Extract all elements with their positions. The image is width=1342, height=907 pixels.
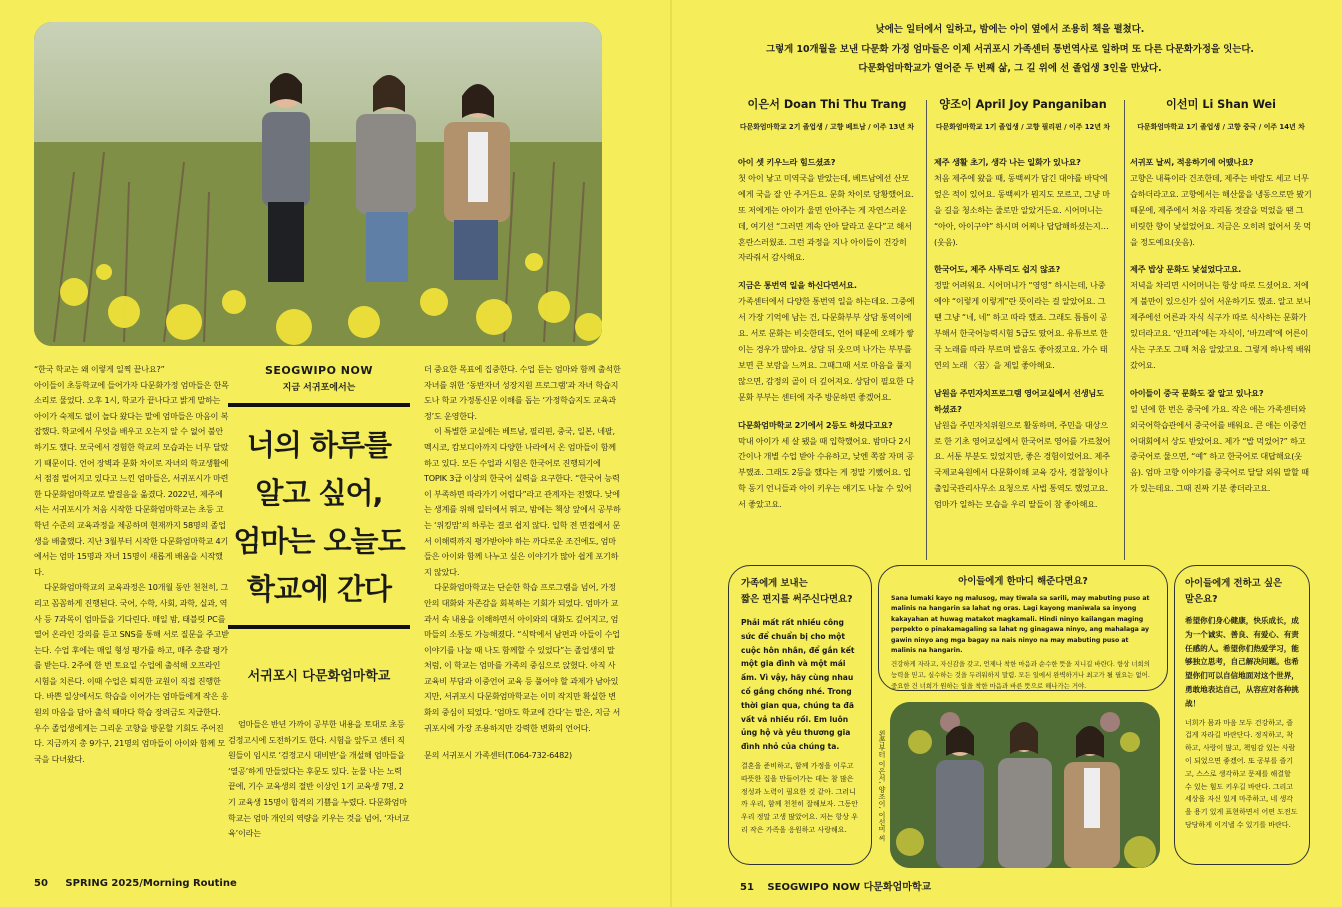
- contact-info: 문의 서귀포시 가족센터(T.064-732-6482): [424, 750, 572, 761]
- qa-list: [934, 155, 1112, 513]
- box-title: 말은요?: [1185, 594, 1218, 605]
- question: 다문화엄마학교 2기에서 2등도 하셨다고요?: [738, 419, 893, 430]
- paragraph: 엄마들은 반년 가까이 공부한 내용을 토대로 초등 검정고시에 도전하기도 한다. 시험을 앞두고 센터 직원들이 임시로 ‘검정고시 대비반’을 개설해 엄마들을 ‘열공’하게 만들었다는 후문도 있다. 눈물 나는 노력 끝에, 기수 교육생의 절반 이상인 1기 교육생 7명, 2기 교육생 15명이 합격의 기쁨을 누렸다. 다문화엄마학교는 엄마 개인의 역량을 키우는 것을 넘어, ‘자녀교육’이라는: [228, 719, 410, 839]
- folio-text: SPRING 2025/Morning Routine: [65, 878, 237, 889]
- graduates-photo: [890, 702, 1160, 868]
- box-korean-text: 결혼을 준비하고, 함께 가정을 이루고 따뜻한 집을 만들어가는 데는 참 많은 정성과 노력이 필요한 것 같아. 그러니까 우리, 함께 천천히 잘해보자. 그동안 우리 정말 고생 많았어요. 저는 항상 우리 작은 가족을 응원하고 사랑해요.: [741, 761, 859, 834]
- person-name: 이은서 Doan Thi Thu Trang: [747, 98, 907, 111]
- column-divider: [1124, 100, 1125, 560]
- section-subtitle: 지금 서귀포에서는: [282, 383, 356, 393]
- letter-box-2: [878, 565, 1168, 691]
- paragraph: 더 중요한 목표에 집중한다. 수업 듣는 엄마와 함께 출석한 자녀를 위한 ‘동반자녀 성장지원 프로그램’과 자녀 학습지도나 학교 가정통신문 이해를 돕는 ‘가정학습지도 교육과정’도 운영한다.: [424, 364, 621, 421]
- interview-column-1: [738, 96, 916, 525]
- person-meta: 다문화엄마학교 1기 졸업생 / 고향 필리핀 / 이주 12년 차: [935, 123, 1111, 131]
- qa-list: [738, 155, 916, 513]
- answer: 첫 아이 낳고 미역국을 받았는데, 베트남에선 산모에게 국을 잘 안 주거든요. 문화 차이로 당황했어요. 또 저에게는 아이가 울면 안아주는 게 자연스러운데, 여기선 “그러면 계속 안아 달라고 운다”고 해서 혼란스러웠죠. 그런 과정을 지나 아이들이 건강히 자라줘서 감사해요.: [738, 172, 914, 263]
- person-meta: 다문화엄마학교 2기 졸업생 / 고향 베트남 / 이주 13년 차: [739, 123, 915, 131]
- box-korean-text: 너희가 몸과 마음 모두 건강하고, 즐겁게 자라길 바란단다. 정직하고, 착하고, 사랑이 많고, 책임감 있는 사람이 되었으면 좋겠어. 또 공부를 즐기고, 스스로 생각하고 문제를 해결할 수 있는 힘도 키우길 바란다. 그리고 세상을 자신 있게 마주하고, 네 생각을 용기 있게 표현하면서 어떤 도전도 당당하게 이겨낼 수 있기를 바란다.: [1185, 718, 1298, 829]
- answer: 일 년에 한 번은 중국에 가요. 작은 애는 가족센터와 외국어학습관에서 중국어를 배워요. 큰 애는 이중언어대회에서 상도 받았어요. 제가 “밥 먹었어?” 하고 중국어로 물으면, “예” 하고 한국어로 대답해요(웃음). 엄마 고향 이야기를 중국어로 달달 외워 말할 때가 있는데요. 그때 진짜 기분 좋더라고요.: [1130, 403, 1309, 494]
- interview-column-3: [1130, 96, 1312, 509]
- answer: 막내 아이가 세 살 됐을 때 입학했어요. 밤마다 2시간이나 개별 수업 받아 수유하고, 낮엔 쪽잠 자며 공부했죠. 그래도 2등을 했다는 게 정말 기뻤어요. 입학 동기 언니들과 아이 키우는 얘기도 나눌 수 있어서 좋았고요.: [738, 435, 914, 510]
- school-name: 서귀포시 다문화엄마학교: [247, 669, 391, 684]
- answer: 처음 제주에 왔을 때, 동백씨가 담긴 대야를 바닥에 엎은 적이 있어요. 동백씨가 뭔지도 모르고, 그냥 마을 길을 청소하는 줄로만 알았거든요. 시어머니는 “아아, 아이구야” 하시며 어찌나 답답해하셨는지…(웃음).: [934, 172, 1110, 247]
- box-title: 아이들에게 한마디 해준다면요?: [958, 576, 1088, 587]
- paragraph: 이 특별한 교실에는 베트남, 필리핀, 중국, 일본, 네팔, 멕시코, 캄보디아까지 다양한 나라에서 온 엄마들이 함께하고 있다. 모든 수업과 시험은 한국어로 진행되기에 TOPIK 3급 이상의 한국어 실력을 요구한다. “한국어 능력이 부족하면 따라가기 어렵다”라고 관계자는 전했다. 낮에는 생계를 위해 일터에서 뛰고, 밤에는 책상 앞에서 공부하는 ‘위킹맘’의 하루는 결코 쉽지 않다. 입학 전 면접에서 문서 이해력까지 평가받아야 하는 까다로운 조건에도, 엄마들은 아이와 함께 나누고 싶은 이야기가 많아 쉽게 포기하지 않았다.: [424, 426, 621, 577]
- headline-line: 학교에 간다: [246, 572, 392, 606]
- question: 제주 밥상 문화도 낯설었다고요.: [1130, 264, 1242, 275]
- paragraph: 다문화엄마학교의 교육과정은 10개월 동안 천천히, 그리고 꼼꼼하게 진행된다. 국어, 수학, 사회, 과학, 실과, 역사 등 7과목이 엄마들을 기다린다. 매일 밤, 태블릿 PC를 열어 온라인 강의를 듣고 SNS를 통해 서로 질문을 주고받는다. 수업 후에는 매일 형성 평가를 하고, 매주 총괄 평가를 받는다. 2주에 한 번 토요일 수업에 출석해 오프라인 시험을 치른다. 이때 수업은 퇴직한 교원이 직접 진행한다. 바쁜 일상에서도 학습을 이어가는 엄마들에게 작은 응원의 마음을 담아 출석 때마다 학습 장려금도 지급한다. 우수 졸업생에게는 그리운 고향을 방문할 기회도 주어진다. 지금까지 총 9가구, 21명의 엄마들이 아이와 함께 모국을 다녀왔다.: [34, 582, 229, 764]
- question: 한국어도, 제주 사투리도 쉽지 않죠?: [934, 264, 1060, 275]
- opening-quote: “한국 학교는 왜 이렇게 일찍 끝나요?”: [34, 364, 165, 374]
- question: 제주 생활 초기, 생각 나는 일화가 있나요?: [934, 157, 1081, 167]
- section-kicker: SEOGWIPO NOW: [265, 364, 373, 377]
- hero-photo: [34, 22, 602, 346]
- question: 서귀포 날씨, 적응하기에 어땠나요?: [1130, 157, 1254, 167]
- box-title: 아이들에게 전하고 싶은: [1185, 578, 1283, 589]
- letter-box-1: [728, 565, 872, 865]
- question: 남원읍 주민자치프로그램 영어교실에서 선생님도 하셨죠?: [934, 387, 1104, 414]
- headline-line: 너의 하루를: [246, 428, 392, 462]
- question: 아이 셋 키우느라 힘드셨죠?: [738, 157, 836, 167]
- box-foreign-text: Phải mất rất nhiều công sức để chuẩn bị cho một cuộc hôn nhân, để gắn kết một gia đình và một mái ấm. Vì vậy, hãy cùng nhau cố gắng chồng nhé. Trong thời gian qua, chúng ta đã vất vả nhiều rồi. Em luôn ủng hộ và yêu thương gia đình nhỏ của chúng ta.: [741, 618, 855, 752]
- page-number: 50: [34, 878, 48, 889]
- headline-line: 엄마는 오늘도: [233, 524, 405, 558]
- photo-caption: 왼쪽부터 이은서, 양조이, 이선미 씨: [878, 730, 886, 842]
- answer: 정말 어려워요. 시어머니가 “영영” 하시는데, 나중에야 “이렇게 이렇게”란 뜻이라는 걸 알았어요. 그땐 그냥 “네, 네” 하고 따라 했죠. 그래도 틈틈이 공부해서 한국어능력시험 5급도 땄어요. 유튜브로 한국 노래를 따라 부르며 발음도 좋아졌고요. 가수 태연의 노래 〈꿈〉을 제일 좋아해요.: [934, 280, 1108, 370]
- box-korean-text: 건강하게 자라고, 자신감을 갖고, 언제나 착한 마음과 순수한 뜻을 지니길 바란다. 항상 너희의 능력을 믿고, 실수하는 것을 두려워하지 말렴. 모든 일에서 완벽하거나 최고가 될 필요는 없어. 중요한 건 너희가 원하는 일을 착한 마음과 바른 뜻으로 해나가는 거야.: [891, 660, 1150, 691]
- person-name: 양조이 April Joy Panganiban: [939, 98, 1107, 111]
- headline: [228, 421, 410, 613]
- box-title: 가족에게 보내는: [741, 578, 808, 589]
- folio-left: [34, 878, 237, 889]
- intro-line: 낮에는 일터에서 일하고, 밤에는 아이 옆에서 조용히 책을 펼쳤다.: [875, 24, 1145, 35]
- divider: [228, 625, 410, 629]
- page-fold: [670, 0, 672, 907]
- box-foreign-text: Sana lumaki kayo ng malusog, may tiwala sa sarili, may mabuting puso at malinis na hangarin sa lahat ng oras. Lagi kayong maniwala sa inyong kakayahan at huwag matakot magkamali. Hindi ninyo kailangan maging perpekto o pinakamagaling sa lahat ng ginagawa ninyo, ang mahalaga ay gawin ninyo ang mga bagay na nais ninyo na may mabuting puso at malinis na hangarin.: [891, 595, 1150, 655]
- section-title-block: [228, 360, 410, 684]
- letter-box-3: [1174, 565, 1310, 865]
- intro-text: [700, 20, 1320, 79]
- answer: 남원읍 주민자치위원으로 활동하며, 주민을 대상으로 한 기초 영어교실에서 한국어로 영어를 가르쳤어요. 서툰 부분도 있었지만, 좋은 경험이었어요. 제주국제교육원에서 다문화이해 교육 강사, 경찰청이나 출입국관리사무소 요청으로 사법 통역도 했었고요. 엄마가 일하는 모습을 우리 딸들이 참 좋아해요.: [934, 419, 1111, 510]
- interview-column-2: [934, 96, 1112, 525]
- intro-line: 다문화엄마학교가 열어준 두 번째 삶, 그 길 위에 선 졸업생 3인을 만났다.: [858, 63, 1162, 74]
- folio-text: SEOGWIPO NOW 다문화엄마학교: [767, 882, 932, 893]
- paragraph: 아이들이 초등학교에 들어가자 다문화가정 엄마들은 한목소리로 물었다. 오후 1시, 학교가 끝나다고 밝게 말하는 아이가 숙제도 없이 놀다 왔다는 말에 엄마들은 마음이 복잡했다. 학교에서 무엇을 배우고 오는지 알 수 없어 불안하기도 했다. 모국에서 경험한 학교의 모습과는 너무 달랐기 때문이다. 언어 장벽과 문화 차이로 자녀의 학교생활에 서 점점 멀어지고 있다고 느낀 엄마들은, 서귀포시가 마련한 다문화엄마학교로 발걸음을 옮겼다. 2022년, 제주에서는 서귀포시가 처음 시작한 다문화엄마학교는 초등 고학년 수준의 교육과정을 제공하며 현재까지 58명의 졸업생을 배출했다. 지난 3월부터 시작한 다문화엄마학교 4기에서는 엄마 15명과 자녀 15명이 새롭게 배움을 시작했다.: [34, 379, 229, 577]
- article-column-3: [424, 362, 622, 764]
- box-title: 짧은 편지를 써주신다면요?: [741, 594, 853, 605]
- question: 아이들이 중국 문화도 잘 알고 있나요?: [1130, 387, 1264, 398]
- question: 지금은 통번역 일을 하신다면서요.: [738, 280, 857, 291]
- paragraph: 다문화엄마학교는 단순한 학습 프로그램을 넘어, 가정 안의 대화와 자존감을 회복하는 기회가 되었다. 엄마가 교과서 속 내용을 이해하면서 아이와의 대화도 깊어지고, 엄마들의 소통도 가능해졌다. “식탁에서 남편과 아들이 수업 이야기를 나눌 때 나도 함께할 수 있었다”는 졸업생의 말처럼, 이 학교는 엄마를 가족의 중심으로 앉혔다. 아직 사교육비 부담과 이중언어 교육 등 풀어야 할 과제가 남아있지만, 서귀포시 다문화엄마학교는 이미 작지만 확실한 변화의 중심이 되었다. ‘엄마도 학교에 간다’는 말은, 지금 서귀포시에 가장 조용하지만 강력한 변화의 언어다.: [424, 582, 621, 733]
- answer: 가족센터에서 다양한 통번역 일을 하는데요. 그중에서 가장 기억에 남는 건, 다문화부부 상담 통역이에요. 서로 문화는 비슷한데도, 언어 때문에 오해가 쌓이는 경우가 많아요. 상담 뒤 웃으며 나가는 부부를 보면 큰 보람을 느껴요. 그때그때 서로 마음을 풀지 않으면, 감정의 골이 더 깊어져요. 상담이 필요한 다문화 부부는 센터에 자주 방문하면 좋겠어요.: [738, 296, 915, 402]
- person-name: 이선미 Li Shan Wei: [1166, 98, 1276, 111]
- answer: 고향은 내륙이라 건조한데, 제주는 바람도 세고 너무 습하더라고요. 고향에서는 해산물을 냉동으로만 봤기 때문에, 제주에서 처음 자리돔 젓갈을 먹었을 땐 그 비릿한 향이 낯설었어요. 지금은 오히려 없어서 못 먹을 정도예요(웃음).: [1130, 172, 1312, 247]
- divider: [228, 403, 410, 407]
- qa-list: [1130, 155, 1312, 497]
- person-meta: 다문화엄마학교 1기 졸업생 / 고향 중국 / 이주 14년 차: [1137, 123, 1305, 131]
- article-column-2: [228, 717, 410, 842]
- headline-line: 알고 싶어,: [255, 476, 383, 510]
- answer: 저녁을 차리면 시어머니는 항상 따로 드셨어요. 저에게 불만이 있으신가 싶어 서운하기도 했죠. 알고 보니 제주에선 어른과 자식 식구가 따로 식사하는 문화가 있더라고요. ‘안끄레’에는 자식이, ‘바끄레’에 어른이 사는 구조도 그때 처음 알았고요. 그렇게 하나씩 배워갔어요.: [1130, 280, 1312, 370]
- article-column-1: [34, 362, 230, 767]
- intro-line: 그렇게 10개월을 보낸 다문화 가정 엄마들은 이제 서귀포시 가족센터 통번역사로 일하며 또 다른 다문화가정을 잇는다.: [766, 43, 1254, 55]
- page-number: 51: [740, 882, 754, 893]
- box-foreign-text: 希望你们身心健康，快乐成长，成为一个诚实、善良、有爱心、有责任感的人。希望你们热爱学习，能够独立思考，自己解决问题。也希望你们可以自信地面对这个世界，勇敢地表达自己，从容应对各种挑战！: [1185, 616, 1299, 708]
- folio-right: [740, 878, 931, 893]
- column-divider: [926, 100, 927, 560]
